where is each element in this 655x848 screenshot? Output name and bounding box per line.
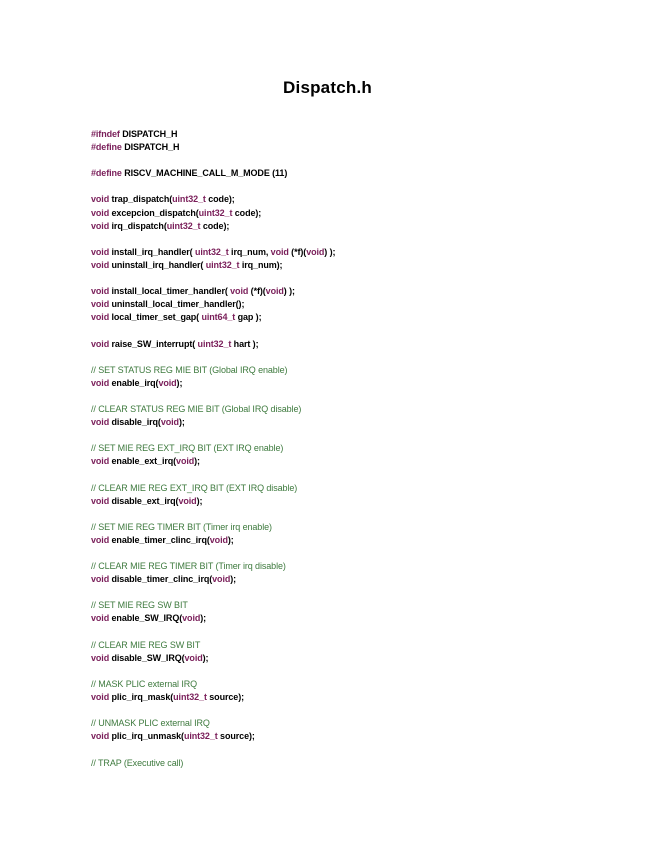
code-token: enable_SW_IRQ(	[109, 613, 183, 624]
page-title: Dispatch.h	[283, 78, 372, 97]
code-line	[91, 141, 335, 154]
keyword-token: void	[91, 652, 110, 663]
blank-line	[91, 351, 335, 364]
code-line	[91, 717, 335, 730]
code-line	[91, 482, 335, 495]
code-token: DISPATCH_H	[119, 129, 178, 139]
code-line	[91, 298, 335, 311]
keyword-token: void	[91, 338, 110, 349]
code-token: disable_timer_clinc_irq(	[109, 574, 213, 585]
code-token: );	[227, 534, 234, 545]
code-line	[91, 338, 335, 351]
code-token: );	[202, 652, 209, 663]
code-token: );	[196, 495, 203, 506]
keyword-token: void	[182, 613, 201, 624]
blank-line	[91, 324, 335, 337]
code-token: irq_dispatch(	[109, 220, 167, 231]
code-line	[91, 455, 335, 468]
blank-line	[91, 547, 335, 560]
blank-line	[91, 390, 335, 403]
code-line	[91, 521, 335, 534]
keyword-token: void	[176, 456, 195, 467]
keyword-token: void	[158, 377, 177, 388]
code-token: code);	[200, 220, 230, 231]
keyword-token: #ifndef	[91, 129, 120, 139]
code-token: enable_irq(	[109, 377, 159, 388]
code-token: ) );	[324, 246, 336, 257]
keyword-token: void	[265, 286, 284, 297]
code-token: raise_SW_interrupt(	[109, 338, 198, 349]
code-token: code);	[205, 194, 235, 205]
code-token: plic_irq_mask(	[109, 692, 174, 703]
blank-line	[91, 429, 335, 442]
code-line	[91, 311, 335, 324]
keyword-token: void	[91, 613, 110, 624]
code-token: enable_timer_clinc_irq(	[109, 534, 210, 545]
keyword-token: void	[306, 246, 325, 257]
comment-token: // UNMASK PLIC external IRQ	[91, 718, 210, 729]
code-line	[91, 364, 335, 377]
code-line	[91, 730, 335, 743]
keyword-token: void	[270, 246, 289, 257]
keyword-token: void	[91, 534, 110, 545]
code-line	[91, 377, 335, 390]
blank-line	[91, 233, 335, 246]
code-token: irq_num,	[228, 246, 271, 257]
keyword-token: void	[91, 312, 110, 323]
code-token: (*f)(	[248, 286, 266, 297]
code-token: hart );	[231, 338, 259, 349]
code-token: );	[194, 456, 200, 467]
code-line	[91, 193, 335, 206]
code-line	[91, 599, 335, 612]
type-token: uint32_t	[172, 194, 206, 205]
code-token: install_local_timer_handler(	[109, 286, 231, 297]
code-token: (*f)(	[288, 246, 307, 257]
code-line	[91, 573, 335, 586]
code-listing	[91, 128, 335, 770]
keyword-token: void	[91, 456, 110, 467]
keyword-token: void	[91, 246, 110, 257]
keyword-token: void	[91, 299, 110, 310]
code-token: plic_irq_unmask(	[109, 731, 184, 742]
keyword-token: void	[91, 417, 110, 428]
code-line	[91, 639, 335, 652]
keyword-token: #define	[91, 142, 122, 153]
comment-token: // SET STATUS REG MIE BIT (Global IRQ enable)	[91, 364, 288, 375]
blank-line	[91, 468, 335, 481]
code-token: enable_ext_irq(	[109, 456, 177, 467]
code-token: irq_num);	[239, 259, 283, 270]
code-line	[91, 259, 335, 272]
code-token: );	[178, 417, 185, 428]
code-token: code);	[232, 207, 262, 218]
code-token: disable_SW_IRQ(	[109, 652, 185, 663]
keyword-token: void	[91, 495, 110, 506]
code-line	[91, 207, 335, 220]
keyword-token: void	[91, 286, 110, 297]
comment-token: // CLEAR STATUS REG MIE BIT (Global IRQ disable)	[91, 403, 302, 414]
type-token: uint32_t	[205, 259, 240, 270]
keyword-token: void	[91, 259, 110, 270]
code-token: DISPATCH_H	[121, 142, 180, 153]
keyword-token: #define	[91, 168, 122, 179]
comment-token: // CLEAR MIE REG TIMER BIT (Timer irq disable)	[91, 561, 286, 572]
blank-line	[91, 704, 335, 717]
type-token: uint32_t	[198, 207, 233, 218]
comment-token: // SET MIE REG TIMER BIT (Timer irq enable)	[91, 521, 272, 532]
comment-token: // TRAP (Executive call)	[91, 757, 184, 768]
code-token: );	[176, 377, 183, 388]
code-line	[91, 560, 335, 573]
keyword-token: void	[230, 286, 249, 297]
keyword-token: void	[91, 377, 110, 388]
code-token: RISCV_MACHINE_CALL_M_MODE (11)	[121, 168, 288, 179]
comment-token: // CLEAR MIE REG SW BIT	[91, 639, 201, 650]
code-line	[91, 442, 335, 455]
code-token: install_irq_handler(	[109, 246, 195, 257]
comment-token: // SET MIE REG SW BIT	[91, 600, 188, 611]
blank-line	[91, 272, 335, 285]
code-line	[91, 285, 335, 298]
code-line	[91, 246, 335, 259]
keyword-token: void	[91, 731, 110, 742]
code-token: ) );	[283, 286, 295, 297]
keyword-token: void	[91, 574, 110, 585]
code-line	[91, 612, 335, 625]
keyword-token: void	[209, 534, 228, 545]
type-token: uint32_t	[197, 338, 232, 349]
keyword-token: void	[91, 207, 110, 218]
blank-line	[91, 626, 335, 639]
code-token: disable_ext_irq(	[109, 495, 179, 506]
code-line	[91, 757, 335, 770]
code-token: disable_irq(	[109, 417, 161, 428]
comment-token: // CLEAR MIE REG EXT_IRQ BIT (EXT IRQ disable)	[91, 482, 298, 493]
comment-token: // MASK PLIC external IRQ	[91, 678, 198, 689]
type-token: uint32_t	[194, 246, 229, 257]
keyword-token: void	[160, 417, 179, 428]
code-line	[91, 495, 335, 508]
keyword-token: void	[212, 574, 231, 585]
code-line	[91, 652, 335, 665]
blank-line	[91, 180, 335, 193]
blank-line	[91, 586, 335, 599]
keyword-token: void	[178, 495, 197, 506]
code-token: source);	[217, 731, 255, 742]
comment-token: // SET MIE REG EXT_IRQ BIT (EXT IRQ enable)	[91, 443, 284, 454]
blank-line	[91, 665, 335, 678]
code-line	[91, 220, 335, 233]
code-token: local_timer_set_gap(	[109, 312, 202, 323]
code-token: );	[200, 613, 207, 624]
code-line	[91, 691, 335, 704]
blank-line	[91, 508, 335, 521]
type-token: uint64_t	[201, 312, 236, 323]
code-token: uninstall_irq_handler(	[109, 259, 206, 270]
type-token: uint32_t	[183, 731, 218, 742]
keyword-token: void	[91, 692, 110, 703]
code-line	[91, 678, 335, 691]
code-token: uninstall_local_timer_handler();	[109, 299, 245, 310]
type-token: uint32_t	[173, 692, 207, 703]
code-line	[91, 416, 335, 429]
code-line	[91, 534, 335, 547]
code-token: trap_dispatch(	[109, 194, 173, 205]
code-line	[91, 403, 335, 416]
keyword-token: void	[184, 652, 203, 663]
code-token: );	[230, 574, 237, 585]
code-token: source);	[206, 692, 244, 703]
blank-line	[91, 154, 335, 167]
keyword-token: void	[91, 220, 110, 231]
blank-line	[91, 743, 335, 756]
code-line	[91, 167, 335, 180]
keyword-token: void	[91, 194, 110, 205]
type-token: uint32_t	[166, 220, 201, 231]
code-token: excepcion_dispatch(	[109, 207, 199, 218]
code-line	[91, 128, 335, 141]
code-token: gap );	[235, 312, 262, 323]
